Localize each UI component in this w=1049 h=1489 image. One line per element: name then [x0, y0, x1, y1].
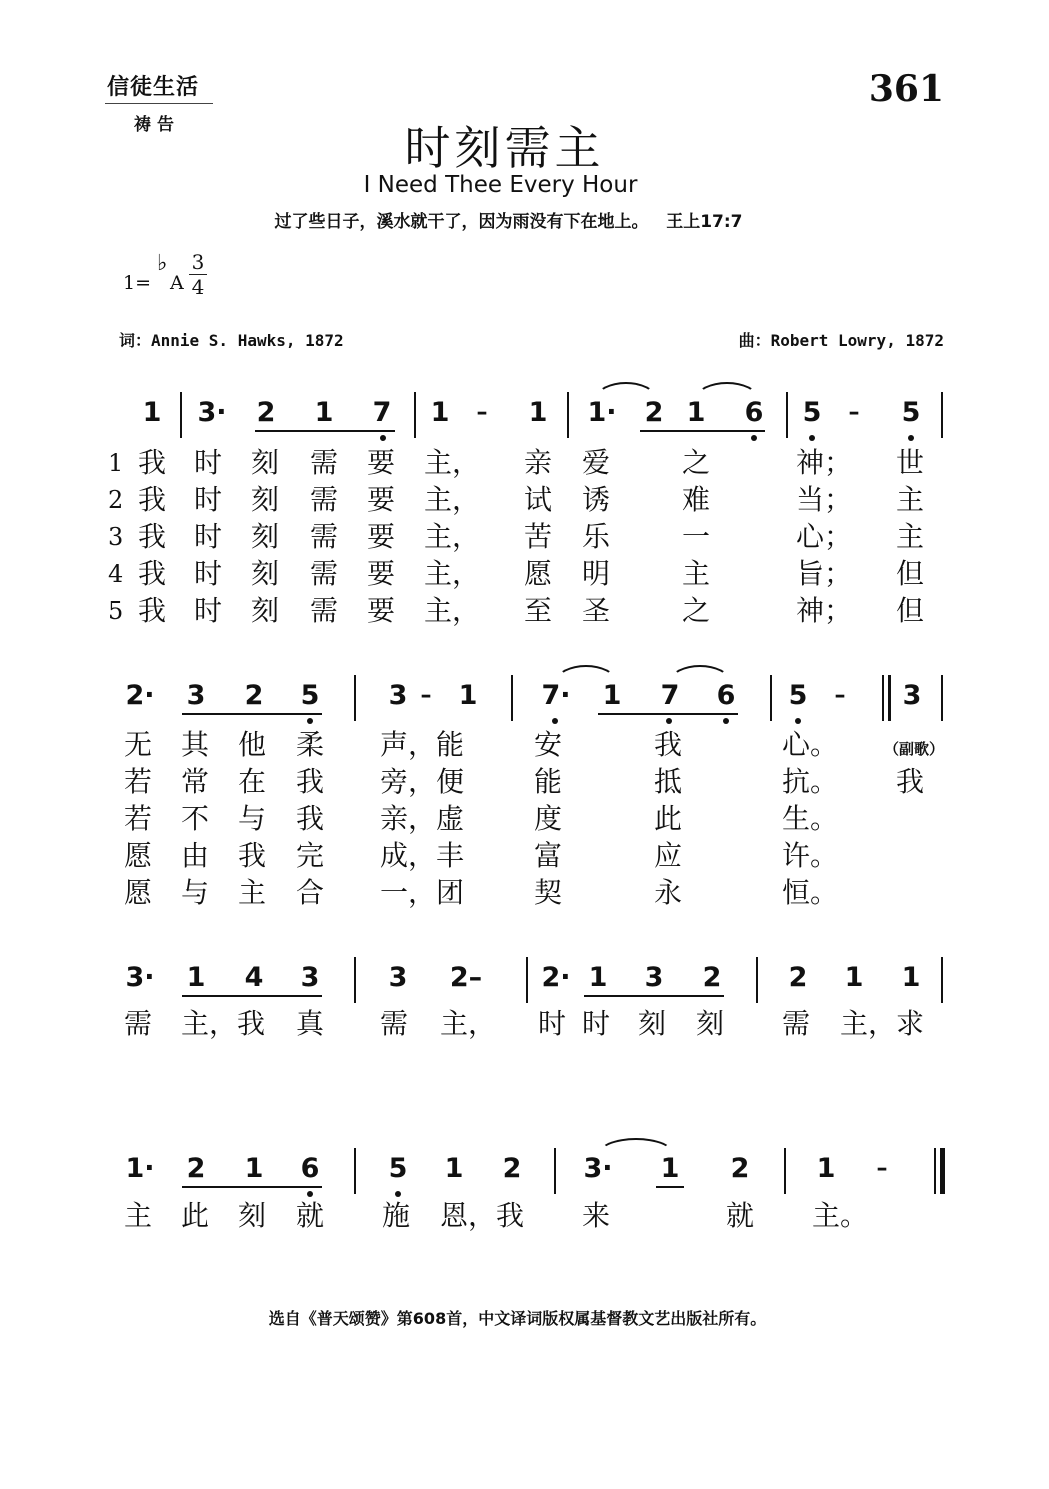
lyric: 此 [654, 802, 683, 835]
time-signature [189, 250, 207, 299]
note: 1· [587, 397, 617, 428]
lyric: 我 [138, 557, 167, 590]
lyric: 与 [238, 802, 267, 835]
barline [941, 957, 943, 1003]
lyric: 主，我 [181, 1007, 266, 1040]
note: 3· [197, 397, 227, 428]
note: 2 [788, 962, 808, 993]
lyric: 需 [380, 1007, 409, 1040]
note: 7 [660, 680, 680, 711]
lyric: 刻 [696, 1007, 725, 1040]
lyric: 我 [896, 765, 925, 798]
note: 3 [300, 962, 320, 993]
slur [696, 382, 758, 398]
lyric: 成，丰 [380, 839, 465, 872]
note: 1 [816, 1153, 836, 1184]
lyric: 恩，我 [440, 1199, 525, 1232]
low-octave-dot [552, 718, 558, 724]
note: 2 [244, 680, 264, 711]
lyric: 我 [296, 765, 325, 798]
lyric: 愿 [124, 876, 153, 909]
verse-number: 4 [108, 560, 124, 588]
lyric: 刻 [251, 557, 280, 590]
dash: – [848, 400, 860, 425]
lyric: 需 [782, 1007, 811, 1040]
dash: – [476, 400, 488, 425]
lyric: 要 [367, 557, 396, 590]
lyric: 契 [534, 876, 563, 909]
lyric: 我 [138, 520, 167, 553]
lyric: 要 [367, 520, 396, 553]
lyric: 主 [238, 876, 267, 909]
lyric: 需 [310, 520, 339, 553]
low-octave-dot [795, 718, 801, 724]
lyric: 在 [238, 765, 267, 798]
lyric: 亲，虚 [380, 802, 465, 835]
barline [786, 392, 788, 438]
lyric: 合 [296, 876, 325, 909]
title-english: I Need Thee Every Hour [363, 172, 638, 198]
low-octave-dot [723, 718, 729, 724]
lyric: 世 [896, 446, 925, 479]
dash: – [876, 1156, 888, 1181]
note: 1 [844, 962, 864, 993]
lyric: 恒。 [782, 876, 839, 909]
note: 1 [602, 680, 622, 711]
verse-number: 1 [108, 449, 124, 477]
lyric: 当； [796, 483, 853, 516]
lyric: 神； [796, 594, 853, 627]
lyric: 之 [682, 594, 711, 627]
lyric: 苦 [524, 520, 553, 553]
lyric: 要 [367, 483, 396, 516]
verse-number: 2 [108, 486, 124, 514]
note: 3 [644, 962, 664, 993]
barline [770, 675, 772, 721]
eighth-beam [640, 430, 765, 432]
lyric: 无 [124, 728, 153, 761]
note: 1 [444, 1153, 464, 1184]
double-barline [888, 675, 891, 721]
lyric: 之 [682, 446, 711, 479]
note: 1 [686, 397, 706, 428]
lyric: 主， [424, 557, 481, 590]
lyric: 与 [181, 876, 210, 909]
lyric: 抵 [654, 765, 683, 798]
lyric: 心。 [782, 728, 839, 761]
lyric: 一，团 [380, 876, 465, 909]
note: 2 [256, 397, 276, 428]
barline [941, 392, 943, 438]
lyric: 我 [296, 802, 325, 835]
refrain-label: （副歌） [884, 740, 945, 758]
note: 2 [186, 1153, 206, 1184]
lyric: 许。 [782, 839, 839, 872]
note: 1 [901, 962, 921, 993]
lyric: 需 [310, 594, 339, 627]
eighth-beam [656, 1186, 684, 1188]
barline [567, 392, 569, 438]
lyric: 声，能 [380, 728, 465, 761]
key-signature [123, 248, 243, 308]
barline [756, 957, 758, 1003]
note: 1· [125, 1153, 155, 1184]
note: 5 [300, 680, 320, 711]
category-label: 信徒生活 [107, 74, 200, 100]
lyric: 永 [654, 876, 683, 909]
barline [354, 957, 356, 1003]
lyric: 主 [896, 520, 925, 553]
lyric: 时 [194, 520, 223, 553]
lyric: 刻 [238, 1199, 267, 1232]
lyric: 时 [194, 483, 223, 516]
lyric: 主， [424, 594, 481, 627]
lyric: 由 [181, 839, 210, 872]
barline [180, 392, 182, 438]
time-bottom: 4 [191, 275, 205, 299]
lyric: 时 [582, 1007, 611, 1040]
eighth-beam [182, 1186, 322, 1188]
lyric: 我 [138, 483, 167, 516]
lyric: 刻 [251, 483, 280, 516]
flat-icon: ♭ [157, 250, 168, 276]
slur [670, 665, 730, 681]
barline [414, 392, 416, 438]
slur [556, 665, 616, 681]
low-octave-dot [395, 1191, 401, 1197]
note: 5 [788, 680, 808, 711]
lyric: 旁，便 [380, 765, 465, 798]
verse-number: 5 [108, 597, 124, 625]
lyric: 我 [138, 446, 167, 479]
slur [596, 382, 656, 398]
lyric: 就 [296, 1199, 325, 1232]
lyric: 时 [194, 557, 223, 590]
note: 3 [388, 680, 408, 711]
lyric: 要 [367, 446, 396, 479]
lyric: 我 [238, 839, 267, 872]
note: 1 [430, 397, 450, 428]
lyric: 若 [124, 765, 153, 798]
key-letter: A [170, 272, 184, 294]
lyric: 不 [181, 802, 210, 835]
barline [354, 675, 356, 721]
lyric: 生。 [782, 802, 839, 835]
note: 1 [528, 397, 548, 428]
barline [354, 1148, 356, 1194]
barline [511, 675, 513, 721]
eighth-beam [598, 713, 738, 715]
low-octave-dot [666, 718, 672, 724]
note: 1 [588, 962, 608, 993]
lyric: 时 [194, 446, 223, 479]
eighth-beam [182, 995, 322, 997]
lyric: 来 [582, 1199, 611, 1232]
lyric: 难 [682, 483, 711, 516]
note: 3 [902, 680, 922, 711]
lyric: 主 [124, 1199, 153, 1232]
barline [526, 957, 528, 1003]
lyric: 安 [534, 728, 563, 761]
lyricist-credit: 词：Annie S. Hawks, 1872 [119, 331, 344, 350]
lyric: 若 [124, 802, 153, 835]
lyric: 常 [181, 765, 210, 798]
lyric: 时 [538, 1007, 567, 1040]
lyric: 需 [310, 446, 339, 479]
lyric: 刻 [638, 1007, 667, 1040]
copyright-footer: 选自《普天颂赞》第608首，中文译词版权属基督教文艺出版社所有。 [268, 1309, 767, 1328]
lyric: 刻 [251, 594, 280, 627]
note: 2– [449, 962, 483, 993]
note: 1 [244, 1153, 264, 1184]
lyric: 主 [682, 557, 711, 590]
lyric: 主 [896, 483, 925, 516]
low-octave-dot [908, 435, 914, 441]
lyric: 主， [424, 483, 481, 516]
note: 4 [244, 962, 264, 993]
low-octave-dot [751, 435, 757, 441]
note: 2· [125, 680, 155, 711]
composer-credit: 曲：Robert Lowry, 1872 [738, 331, 944, 350]
lyric: 主， [440, 1007, 497, 1040]
key-prefix: 1= [123, 272, 152, 294]
note: 3 [186, 680, 206, 711]
lyric: 要 [367, 594, 396, 627]
low-octave-dot [380, 435, 386, 441]
lyric: 但 [896, 557, 925, 590]
lyric: 能 [534, 765, 563, 798]
note: 2 [730, 1153, 750, 1184]
verse-number: 3 [108, 523, 124, 551]
lyric: 柔 [296, 728, 325, 761]
note: 1 [314, 397, 334, 428]
lyric: 心； [796, 520, 853, 553]
barline [941, 675, 943, 721]
lyric: 刻 [251, 446, 280, 479]
low-octave-dot [307, 718, 313, 724]
dash: – [834, 683, 846, 708]
lyric: 愿 [524, 557, 553, 590]
lyric: 度 [534, 802, 563, 835]
lyric: 试 [524, 483, 553, 516]
lyric: 富 [534, 839, 563, 872]
note: 1 [660, 1153, 680, 1184]
lyric: 此 [181, 1199, 210, 1232]
lyric: 至 [524, 594, 553, 627]
eighth-beam [584, 995, 724, 997]
lyric: 就 [726, 1199, 755, 1232]
final-barline [940, 1148, 945, 1194]
lyric: 我 [654, 728, 683, 761]
lyric: 需 [124, 1007, 153, 1040]
note: 2 [644, 397, 664, 428]
lyric: 主。 [812, 1199, 869, 1232]
lyric: 旨； [796, 557, 853, 590]
note: 3· [125, 962, 155, 993]
lyric: 需 [310, 483, 339, 516]
time-top: 3 [191, 250, 205, 274]
note: 2· [541, 962, 571, 993]
double-barline [882, 675, 884, 721]
lyric: 他 [238, 728, 267, 761]
note: 5 [802, 397, 822, 428]
note: 3· [583, 1153, 613, 1184]
barline [784, 1148, 786, 1194]
low-octave-dot [307, 1191, 313, 1197]
note: 1 [186, 962, 206, 993]
scripture-verse: 过了些日子，溪水就干了，因为雨没有下在地上。 王上17:7 [274, 212, 743, 232]
note: 6 [716, 680, 736, 711]
lyric: 其 [181, 728, 210, 761]
lyric: 主， [424, 520, 481, 553]
note: 5 [388, 1153, 408, 1184]
lyric: 爱 [582, 446, 611, 479]
lyric: 圣 [582, 594, 611, 627]
category-divider [105, 103, 213, 104]
note: 7· [541, 680, 571, 711]
title-chinese: 时刻需主 [404, 121, 605, 175]
low-octave-dot [809, 435, 815, 441]
note: 7 [372, 397, 392, 428]
note: 6 [744, 397, 764, 428]
lyric: 真 [296, 1007, 325, 1040]
slur [598, 1138, 674, 1154]
lyric: 诱 [582, 483, 611, 516]
lyric: 一 [682, 520, 711, 553]
lyric: 施 [382, 1199, 411, 1232]
lyric: 乐 [582, 520, 611, 553]
note: 1 [142, 397, 162, 428]
lyric: 我 [138, 594, 167, 627]
lyric: 神； [796, 446, 853, 479]
lyric: 但 [896, 594, 925, 627]
note: 2 [702, 962, 722, 993]
note: 6 [300, 1153, 320, 1184]
eighth-beam [182, 713, 322, 715]
lyric: 愿 [124, 839, 153, 872]
dash: – [420, 683, 432, 708]
lyric: 明 [582, 557, 611, 590]
lyric: 需 [310, 557, 339, 590]
lyric: 主， [424, 446, 481, 479]
hymn-number: 361 [868, 68, 944, 110]
lyric: 抗。 [782, 765, 839, 798]
lyric: 应 [654, 839, 683, 872]
eighth-beam [255, 430, 395, 432]
lyric: 刻 [251, 520, 280, 553]
note: 5 [901, 397, 921, 428]
lyric: 时 [194, 594, 223, 627]
note: 3 [388, 962, 408, 993]
lyric: 亲 [524, 446, 553, 479]
final-barline [934, 1148, 936, 1194]
note: 1 [458, 680, 478, 711]
barline [554, 1148, 556, 1194]
lyric: 完 [296, 839, 325, 872]
lyric: 主，求 [840, 1007, 925, 1040]
note: 2 [502, 1153, 522, 1184]
subcategory-label: 祷告 [134, 115, 180, 135]
